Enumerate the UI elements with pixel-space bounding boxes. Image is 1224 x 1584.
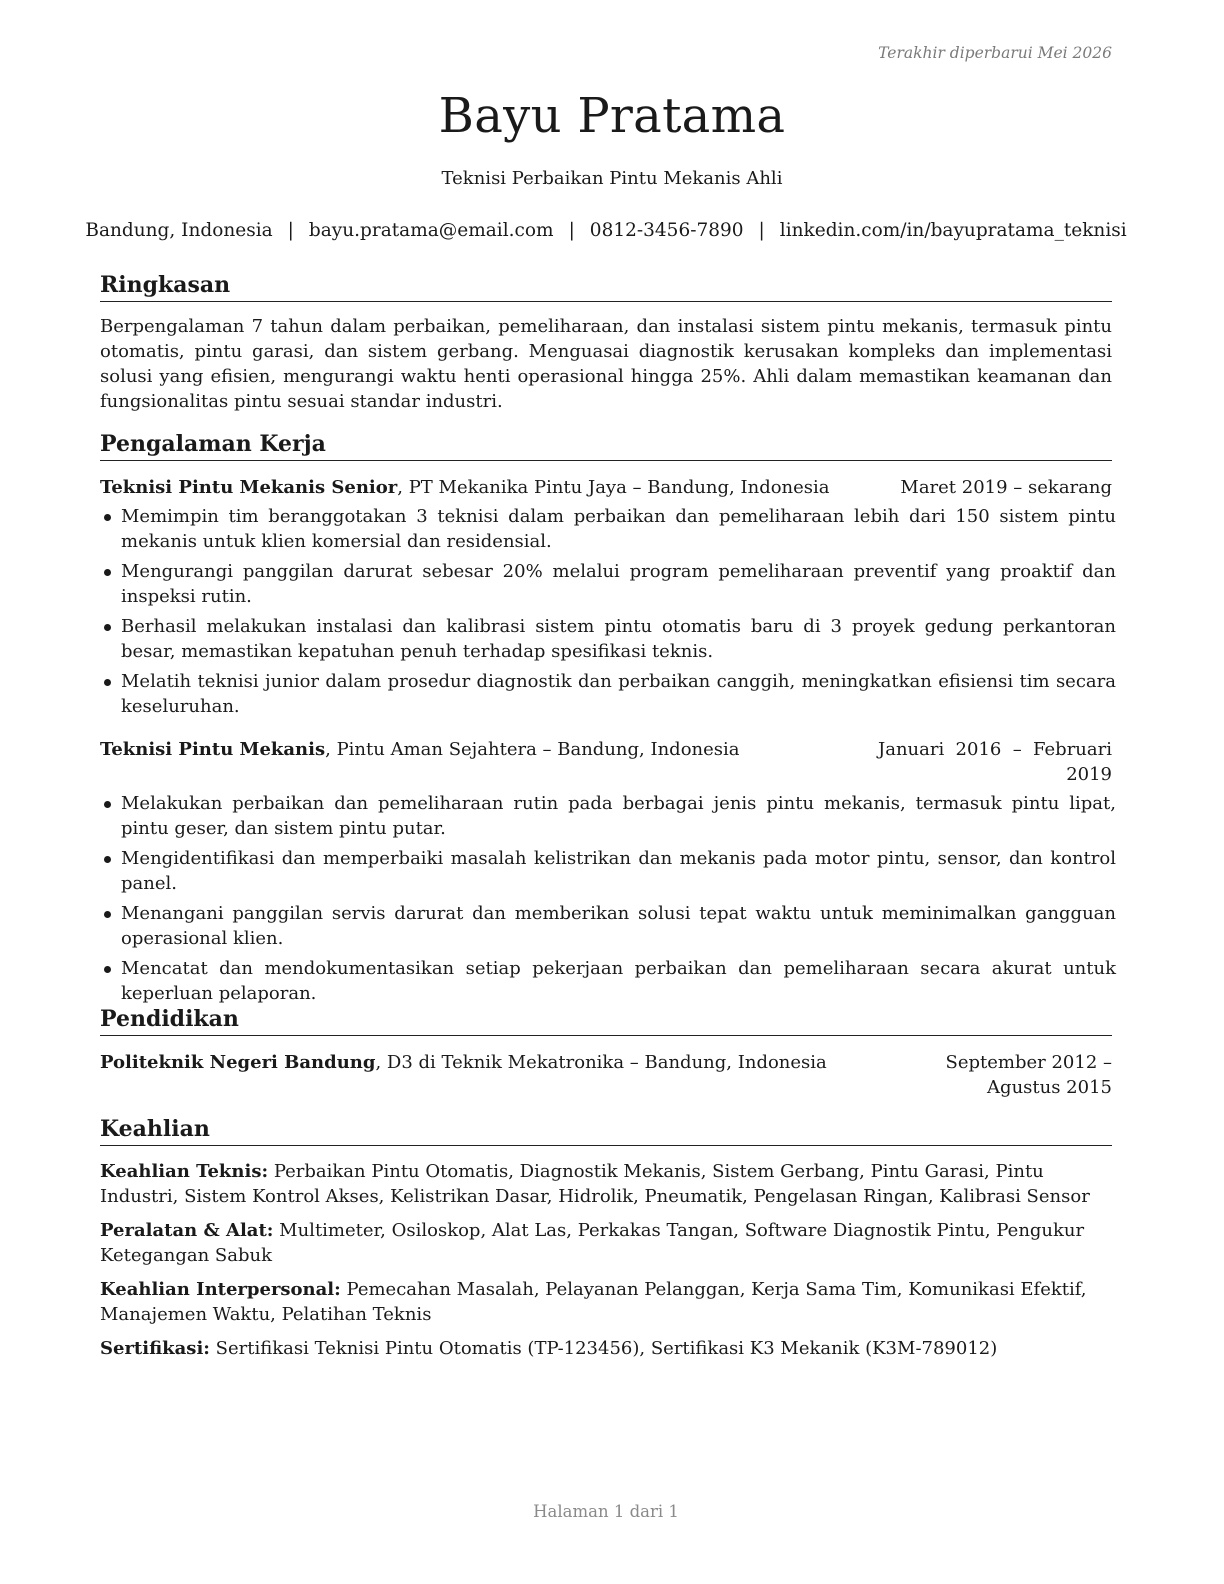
- skill-row: [100, 1336, 1112, 1361]
- education-entry: [100, 1050, 1112, 1100]
- skills-section: [100, 1114, 1112, 1370]
- skill-label: Keahlian Interpersonal:: [100, 1279, 341, 1300]
- education-school-detail: [100, 1050, 827, 1100]
- summary-heading: Ringkasan: [100, 270, 1112, 302]
- skill-label: Peralatan & Alat:: [100, 1220, 274, 1241]
- education-school: Politeknik Negeri Bandung: [100, 1052, 376, 1073]
- job-bullet: Menangani panggilan servis darurat dan memberikan solusi tepat waktu untuk meminimalkan gangguan operasional klien.: [100, 901, 1116, 951]
- contact-linkedin[interactable]: linkedin.com/in/bayupratama_teknisi: [779, 220, 1127, 241]
- job-dates: Januari 2016 – Februari 2019: [878, 739, 1112, 785]
- last-updated-note: Terakhir diperbarui Mei 2026: [878, 44, 1112, 62]
- job-bullet: Melakukan perbaikan dan pemeliharaan rutin pada berbagai jenis pintu mekanis, termasuk pintu lipat, pintu geser, dan sistem pintu putar.: [100, 791, 1116, 841]
- skill-row: [100, 1159, 1112, 1209]
- job-header: [100, 737, 1112, 787]
- contact-separator: |: [758, 220, 765, 241]
- skill-label: Keahlian Teknis:: [100, 1161, 269, 1182]
- job-bullet: Berhasil melakukan instalasi dan kalibrasi sistem pintu otomatis baru di 3 proyek gedung perkantoran besar, memastikan kepatuhan penuh terhadap spesifikasi teknis.: [100, 614, 1116, 664]
- contact-email[interactable]: bayu.pratama@email.com: [308, 220, 554, 241]
- candidate-title: Teknisi Perbaikan Pintu Mekanis Ahli: [441, 168, 783, 189]
- skill-value: Sertifikasi Teknisi Pintu Otomatis (TP-123456), Sertifikasi K3 Mekanik (K3M-789012): [209, 1338, 998, 1359]
- contact-phone: 0812-3456-7890: [589, 220, 744, 241]
- skill-value: Pemecahan Masalah, Pelayanan Pelanggan, Kerja Sama Tim, Komunikasi Efektif, Manajemen Waktu, Pelatihan Teknis: [100, 1279, 1087, 1325]
- job-role-company: [100, 475, 830, 500]
- job-bullet: Melatih teknisi junior dalam prosedur diagnostik dan perbaikan canggih, meningkatkan efisiensi tim secara keseluruhan.: [100, 669, 1116, 719]
- job-header: [100, 475, 1112, 500]
- education-detail: , D3 di Teknik Mekatronika – Bandung, Indonesia: [375, 1052, 827, 1073]
- job-bullet: Mengurangi panggilan darurat sebesar 20% melalui program pemeliharaan preventif yang proaktif dan inspeksi rutin.: [100, 559, 1116, 609]
- contact-separator: |: [287, 220, 294, 241]
- page-number: Halaman 1 dari 1: [533, 1502, 679, 1521]
- job-bullets: [100, 791, 1116, 1006]
- summary-text: Berpengalaman 7 tahun dalam perbaikan, pemeliharaan, dan instalasi sistem pintu mekanis, termasuk pintu otomatis, pintu garasi, dan sistem gerbang. Menguasai diagnostik kerusakan kompleks dan implementasi solusi yang efisien, mengurangi waktu henti operasional hingga 25%. Ahli dalam memastikan keamanan dan fungsionalitas pintu sesuai standar industri.: [100, 316, 1112, 412]
- job-dates: Maret 2019 – sekarang: [900, 477, 1112, 498]
- job-bullets: [100, 504, 1116, 719]
- job-company: , Pintu Aman Sejahtera – Bandung, Indonesia: [325, 739, 740, 760]
- summary-section: [100, 270, 1112, 414]
- job-bullet: Memimpin tim beranggotakan 3 teknisi dalam perbaikan dan pemeliharaan lebih dari 150 sistem pintu mekanis untuk klien komersial dan residensial.: [100, 504, 1116, 554]
- job-role: Teknisi Pintu Mekanis: [100, 739, 326, 760]
- job-role-company: [100, 737, 740, 787]
- job-role: Teknisi Pintu Mekanis Senior: [100, 477, 398, 498]
- skill-value: Multimeter, Osiloskop, Alat Las, Perkakas Tangan, Software Diagnostik Pintu, Pengukur Ketegangan Sabuk: [100, 1220, 1085, 1266]
- contact-line: [0, 220, 1212, 241]
- job-bullet: Mengidentifikasi dan memperbaiki masalah kelistrikan dan mekanis pada motor pintu, sensor, dan kontrol panel.: [100, 846, 1116, 896]
- education-dates: September 2012 – Agustus 2015: [945, 1052, 1112, 1098]
- job-entry: [100, 475, 1116, 719]
- education-heading: Pendidikan: [100, 1004, 1112, 1036]
- candidate-name: Bayu Pratama: [438, 88, 786, 144]
- skill-row: [100, 1277, 1112, 1327]
- experience-section: [100, 429, 1116, 1011]
- skills-heading: Keahlian: [100, 1114, 1112, 1146]
- skill-row: [100, 1218, 1112, 1268]
- contact-separator: |: [568, 220, 575, 241]
- job-bullet: Mencatat dan mendokumentasikan setiap pekerjaan perbaikan dan pemeliharaan secara akurat untuk keperluan pelaporan.: [100, 956, 1116, 1006]
- education-section: [100, 1004, 1112, 1100]
- contact-location: Bandung, Indonesia: [85, 220, 273, 241]
- experience-heading: Pengalaman Kerja: [100, 429, 1112, 461]
- job-company: , PT Mekanika Pintu Jaya – Bandung, Indonesia: [397, 477, 830, 498]
- job-entry: [100, 737, 1116, 1006]
- skill-label: Sertifikasi:: [100, 1338, 210, 1359]
- skill-value: Perbaikan Pintu Otomatis, Diagnostik Mekanis, Sistem Gerbang, Pintu Garasi, Pintu Industri, Sistem Kontrol Akses, Kelistrikan Dasar, Hidrolik, Pneumatik, Pengelasan Ringan, Kalibrasi Sensor: [100, 1161, 1090, 1207]
